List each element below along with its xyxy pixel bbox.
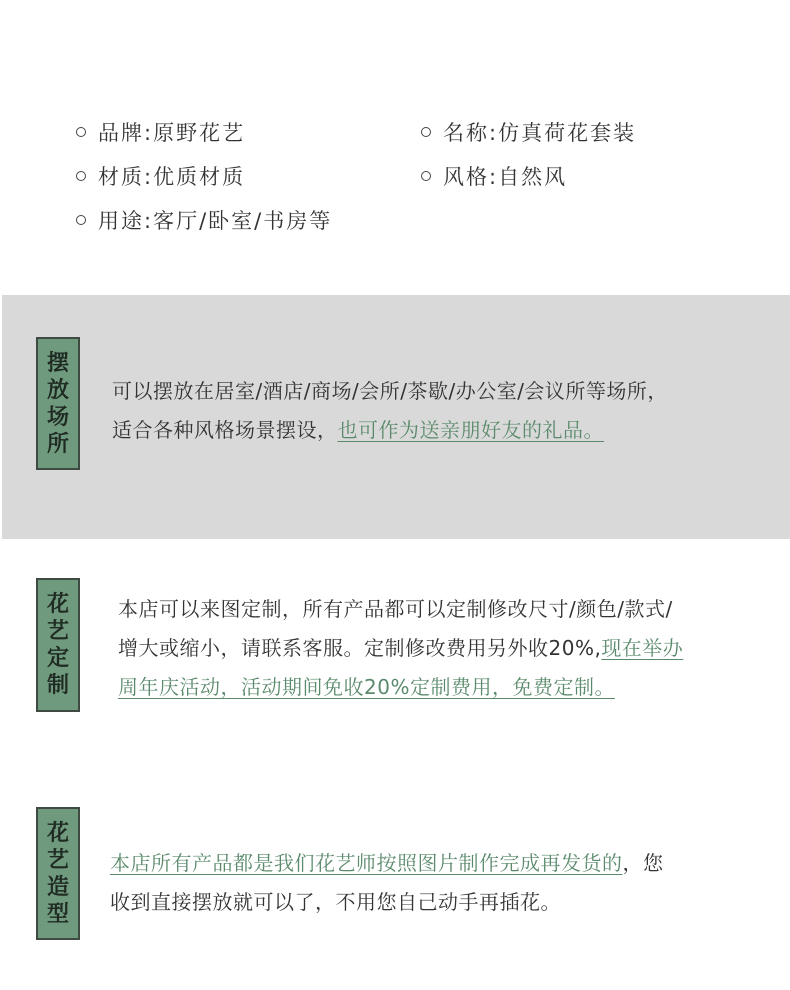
- styling-line-2: 收到直接摆放就可以了，不用您自己动手再插花。: [110, 890, 561, 914]
- custom-line-2-plain: 增大或缩小，请联系客服。定制修改费用另外收20%,: [118, 636, 602, 660]
- custom-line-3: [118, 668, 778, 707]
- spec-name: [421, 117, 636, 147]
- placement-gift-highlight: 也可作为送亲朋好友的礼品。: [337, 418, 604, 442]
- custom-line-1: 本店可以来图定制，所有产品都可以定制修改尺寸/颜色/款式/: [118, 597, 673, 621]
- styling-label-char: 艺: [46, 847, 69, 873]
- styling-highlight: 本店所有产品都是我们花艺师按照图片制作完成再发货的: [110, 851, 623, 875]
- styling-line-1: [110, 844, 780, 883]
- placement-line-1: 可以摆放在居室/酒店/商场/会所/茶歇/办公室/会议所等场所，: [112, 379, 668, 403]
- spec-style: [421, 161, 567, 191]
- circle-bullet-icon: [421, 127, 431, 137]
- custom-label-char: 制: [46, 673, 69, 698]
- styling-label-char: 造: [46, 874, 69, 900]
- placement-label-char: 摆: [46, 350, 69, 376]
- placement-label: [36, 337, 80, 470]
- styling-text: [110, 844, 780, 922]
- placement-line-2-plain: 适合各种风格场景摆设，: [112, 418, 338, 442]
- anniversary-highlight-end: 周年庆活动，活动期间免收20%定制费用，免费定制。: [118, 675, 615, 699]
- circle-bullet-icon: [421, 171, 431, 181]
- custom-text: [118, 590, 778, 707]
- custom-line-2: [118, 629, 778, 668]
- custom-label-char: 艺: [46, 619, 69, 644]
- placement-line-2: [112, 411, 772, 450]
- placement-text: [112, 372, 772, 450]
- spec-brand: [76, 117, 245, 147]
- placement-label-char: 场: [46, 404, 69, 430]
- custom-label: [36, 578, 80, 712]
- circle-bullet-icon: [76, 171, 86, 181]
- spec-material-text: 材质:优质材质: [98, 165, 246, 189]
- custom-label-char: 花: [46, 592, 69, 617]
- spec-usage-text: 用途:客厅/卧室/书房等: [98, 209, 333, 233]
- spec-material: [76, 161, 245, 191]
- styling-label-char: 花: [46, 820, 69, 846]
- spec-brand-text: 品牌:原野花艺: [98, 121, 246, 145]
- circle-bullet-icon: [76, 215, 86, 225]
- custom-label-char: 定: [46, 646, 69, 671]
- placement-label-char: 放: [46, 377, 69, 403]
- styling-label-char: 型: [46, 901, 69, 927]
- spec-name-text: 名称:仿真荷花套装: [443, 121, 637, 145]
- circle-bullet-icon: [76, 127, 86, 137]
- spec-style-text: 风格:自然风: [443, 165, 568, 189]
- spec-usage: [76, 205, 332, 235]
- styling-label: [36, 807, 80, 940]
- anniversary-highlight-start: 现在举办: [601, 636, 684, 660]
- placement-label-char: 所: [46, 431, 69, 457]
- styling-line-1-plain: ，您: [622, 851, 664, 875]
